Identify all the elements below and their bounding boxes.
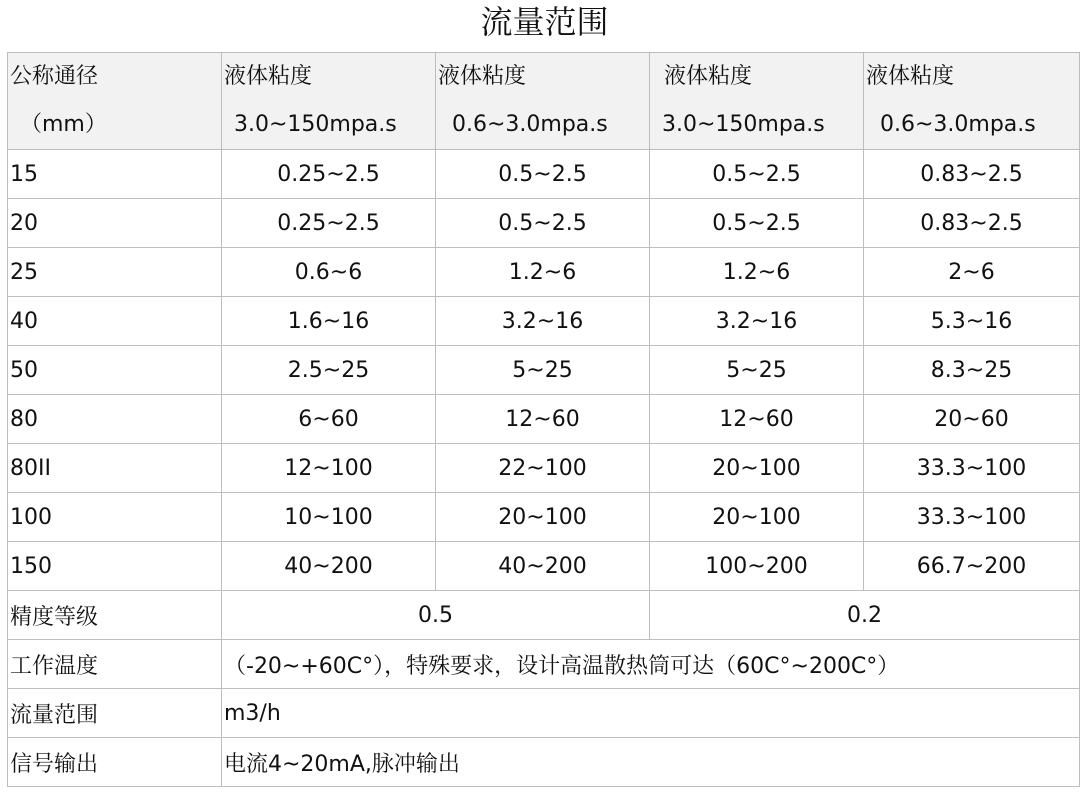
row-value: 3.2~16 (436, 297, 650, 346)
row-value: 12~100 (222, 444, 436, 493)
row-diameter: 15 (8, 150, 222, 199)
accuracy-row (8, 591, 1080, 640)
row-value: 6~60 (222, 395, 436, 444)
row-value: 1.6~16 (222, 297, 436, 346)
temperature-value: （-20~+60C°），特殊要求，设计高温散热筒可达（60C°~200C°） (222, 640, 1080, 689)
header-range: 0.6~3.0mpa.s (880, 112, 1036, 137)
header-viscosity-2 (436, 53, 650, 150)
row-value: 0.5~2.5 (436, 150, 650, 199)
row-value: 0.83~2.5 (864, 150, 1080, 199)
header-viscosity-1 (222, 53, 436, 150)
header-viscosity-3 (650, 53, 864, 150)
accuracy-value-right: 0.2 (650, 591, 1080, 640)
row-diameter: 20 (8, 199, 222, 248)
row-value: 22~100 (436, 444, 650, 493)
row-value: 5~25 (650, 346, 864, 395)
signal-row (8, 738, 1080, 787)
row-value: 40~200 (436, 542, 650, 591)
table-row (8, 248, 1080, 297)
flow-unit-value: m3/h (222, 689, 1080, 738)
flow-unit-label: 流量范围 (8, 689, 222, 738)
row-value: 0.25~2.5 (222, 150, 436, 199)
header-label: 公称通径 (10, 64, 99, 89)
table-row (8, 346, 1080, 395)
table-header-row (8, 53, 1080, 150)
row-value: 5.3~16 (864, 297, 1080, 346)
row-diameter: 80 (8, 395, 222, 444)
flow-unit-row (8, 689, 1080, 738)
row-value: 40~200 (222, 542, 436, 591)
table-row (8, 444, 1080, 493)
table-row (8, 493, 1080, 542)
row-diameter: 40 (8, 297, 222, 346)
flow-range-table (7, 52, 1080, 787)
table-row (8, 542, 1080, 591)
row-value: 20~60 (864, 395, 1080, 444)
page-title: 流量范围 (480, 3, 609, 41)
row-value: 66.7~200 (864, 542, 1080, 591)
row-diameter: 150 (8, 542, 222, 591)
row-diameter: 50 (8, 346, 222, 395)
accuracy-value-left: 0.5 (222, 591, 650, 640)
row-value: 12~60 (436, 395, 650, 444)
accuracy-label: 精度等级 (8, 591, 222, 640)
row-value: 12~60 (650, 395, 864, 444)
row-value: 20~100 (650, 493, 864, 542)
row-value: 0.25~2.5 (222, 199, 436, 248)
row-value: 2.5~25 (222, 346, 436, 395)
header-label: 液体粘度 (438, 64, 527, 89)
row-value: 33.3~100 (864, 444, 1080, 493)
row-value: 100~200 (650, 542, 864, 591)
header-range: 0.6~3.0mpa.s (452, 112, 608, 137)
table-row (8, 150, 1080, 199)
row-value: 20~100 (436, 493, 650, 542)
header-label: 液体粘度 (866, 64, 955, 89)
row-value: 0.5~2.5 (436, 199, 650, 248)
row-value: 0.5~2.5 (650, 150, 864, 199)
row-value: 3.2~16 (650, 297, 864, 346)
row-diameter: 80II (8, 444, 222, 493)
header-label: 液体粘度 (664, 64, 753, 89)
temperature-label: 工作温度 (8, 640, 222, 689)
row-value: 0.5~2.5 (650, 199, 864, 248)
row-value: 0.83~2.5 (864, 199, 1080, 248)
header-label: 液体粘度 (224, 64, 313, 89)
row-value: 1.2~6 (650, 248, 864, 297)
row-value: 2~6 (864, 248, 1080, 297)
row-value: 8.3~25 (864, 346, 1080, 395)
table-row (8, 297, 1080, 346)
row-value: 1.2~6 (436, 248, 650, 297)
row-value: 10~100 (222, 493, 436, 542)
table-row (8, 199, 1080, 248)
row-value: 0.6~6 (222, 248, 436, 297)
temperature-row (8, 640, 1080, 689)
signal-value: 电流4~20mA,脉冲输出 (222, 738, 1080, 787)
row-value: 33.3~100 (864, 493, 1080, 542)
header-range: 3.0~150mpa.s (234, 112, 397, 137)
row-diameter: 100 (8, 493, 222, 542)
header-nominal-diameter (8, 53, 222, 150)
row-value: 5~25 (436, 346, 650, 395)
header-unit: （mm） (20, 112, 107, 137)
row-diameter: 25 (8, 248, 222, 297)
signal-label: 信号输出 (8, 738, 222, 787)
table-row (8, 395, 1080, 444)
header-range: 3.0~150mpa.s (662, 112, 825, 137)
header-viscosity-4 (864, 53, 1080, 150)
row-value: 20~100 (650, 444, 864, 493)
